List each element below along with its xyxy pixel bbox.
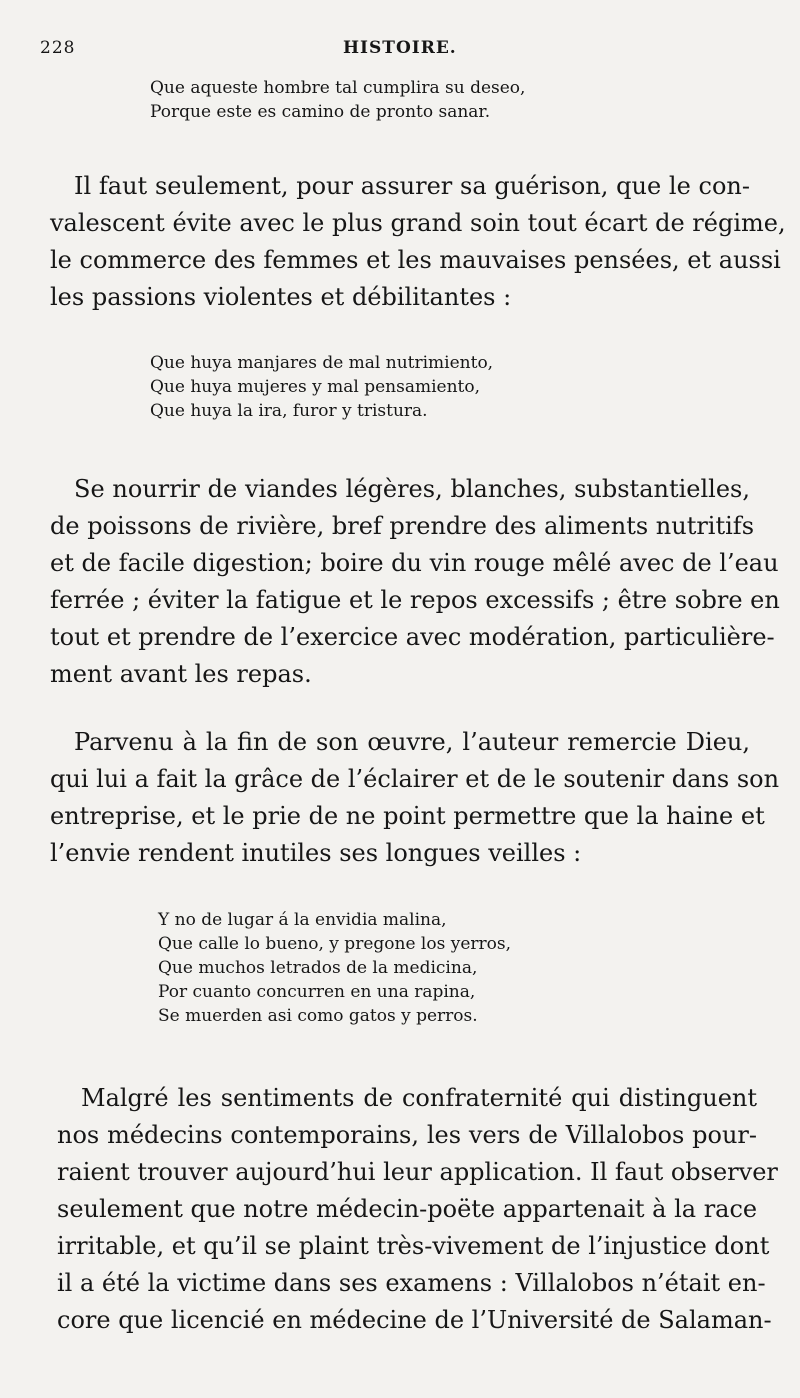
verse-line: Que calle lo bueno, y pregone los yerros,: [158, 934, 511, 954]
verse-line: Que huya la ira, furor y tristura.: [150, 401, 428, 421]
text-line: les passions violentes et débilitantes :: [50, 283, 512, 311]
text-line: tout et prendre de l’exercice avec modération, particulière-: [50, 623, 775, 651]
text-line: entreprise, et le prie de ne point permettre que la haine et: [50, 802, 765, 830]
verse-block: [150, 76, 525, 124]
verse-line: Que muchos letrados de la medicina,: [158, 958, 478, 978]
running-title: HISTOIRE.: [343, 38, 457, 58]
text-line: Parvenu à la fin de son œuvre, l’auteur remercie Dieu,: [74, 728, 750, 756]
verse-line: Por cuanto concurren en una rapina,: [158, 982, 476, 1002]
text-line: ment avant les repas.: [50, 660, 312, 688]
text-line: Malgré les sentiments de confraternité qui distinguent: [81, 1084, 757, 1112]
paragraph: [50, 168, 786, 316]
text-line: irritable, et qu’il se plaint très-vivement de l’injustice dont: [57, 1232, 770, 1260]
verse-line: Que huya mujeres y mal pensamiento,: [150, 377, 480, 397]
text-line: de poissons de rivière, bref prendre des aliments nutritifs: [50, 512, 755, 540]
text-line: Se nourrir de viandes légères, blanches, substantielles,: [74, 475, 750, 503]
text-line: l’envie rendent inutiles ses longues veilles :: [50, 839, 582, 867]
paragraph: [50, 724, 780, 872]
page-header: [40, 38, 740, 62]
page-number: 228: [40, 38, 76, 58]
verse-line: Que aqueste hombre tal cumplira su deseo,: [150, 78, 526, 98]
verse-line: Que huya manjares de mal nutrimiento,: [150, 353, 494, 373]
text-line: valescent évite avec le plus grand soin tout écart de régime,: [50, 209, 786, 237]
paragraph: [50, 471, 780, 693]
text-line: raient trouver aujourd’hui leur application. Il faut observer: [57, 1158, 778, 1186]
text-line: core que licencié en médecine de l’Université de Salaman-: [57, 1306, 772, 1334]
paragraph: [57, 1080, 778, 1339]
text-line: et de facile digestion; boire du vin rouge mêlé avec de l’eau: [50, 549, 779, 577]
text-line: qui lui a fait la grâce de l’éclairer et de le soutenir dans son: [50, 765, 780, 793]
verse-block: [158, 908, 511, 1028]
text-line: ferrée ; éviter la fatigue et le repos excessifs ; être sobre en: [50, 586, 780, 614]
text-line: Il faut seulement, pour assurer sa guérison, que le con-: [74, 172, 750, 200]
text-line: nos médecins contemporains, les vers de Villalobos pour-: [57, 1121, 757, 1149]
text-line: il a été la victime dans ses examens : Villalobos n’était en-: [57, 1269, 766, 1297]
text-line: le commerce des femmes et les mauvaises pensées, et aussi: [50, 246, 781, 274]
verse-line: Y no de lugar á la envidia malina,: [158, 910, 447, 930]
verse-line: Porque este es camino de pronto sanar.: [150, 102, 491, 122]
text-line: seulement que notre médecin-poëte appartenait à la race: [57, 1195, 758, 1223]
verse-block: [150, 351, 493, 423]
verse-line: Se muerden asi como gatos y perros.: [158, 1006, 478, 1026]
